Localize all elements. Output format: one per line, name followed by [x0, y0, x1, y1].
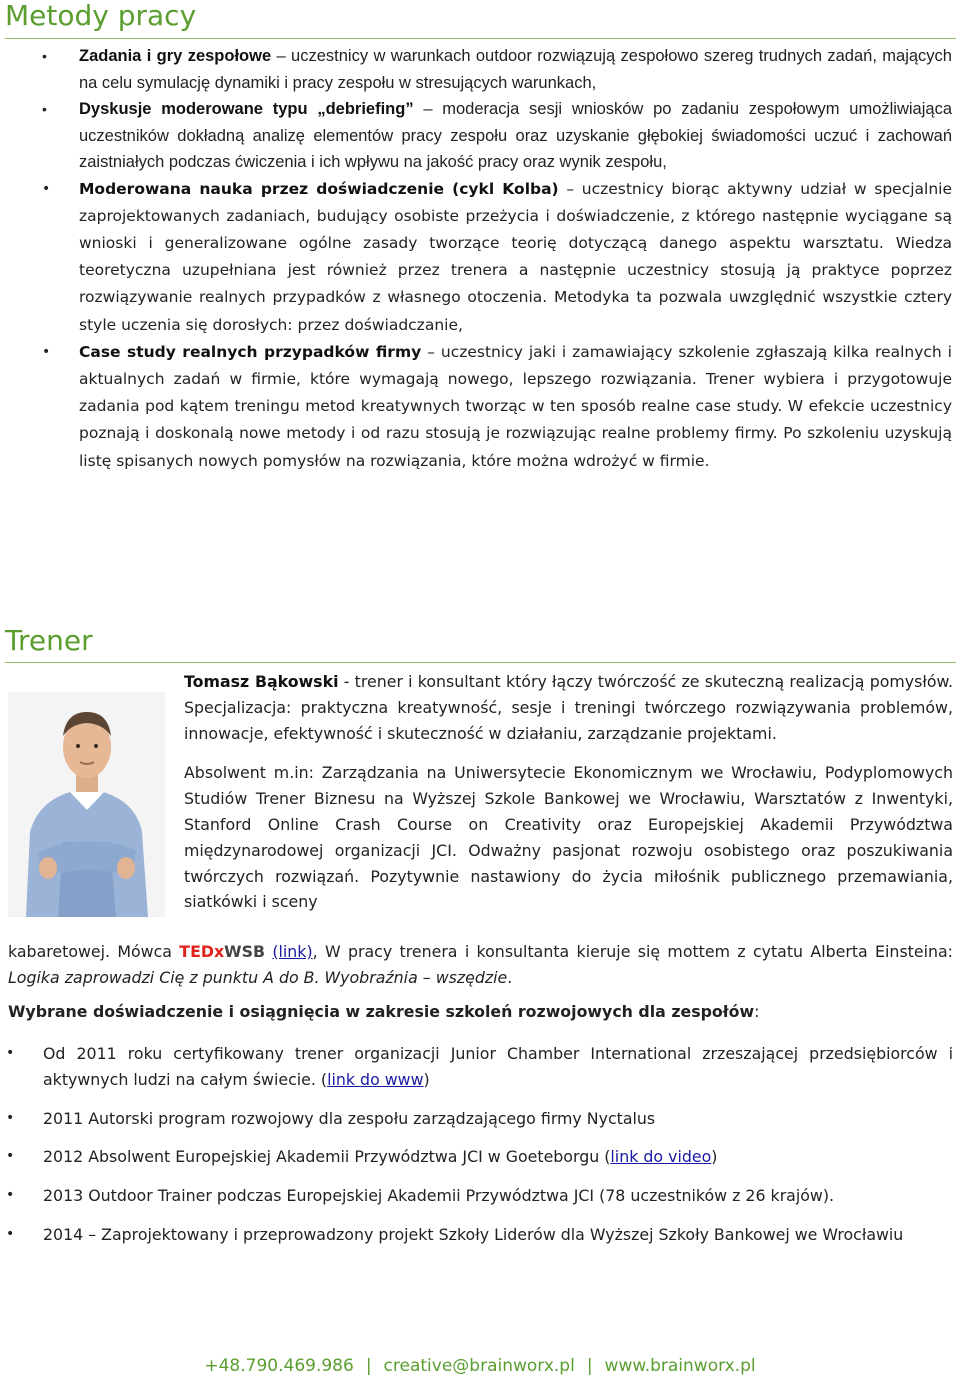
item-text: 2011 Autorski program rozwojowy dla zespołu zarządzającego firmy Nyctalus: [43, 1108, 656, 1128]
trainer-bio-continued: [8, 939, 953, 991]
list-item: [0, 339, 952, 475]
item-text: – uczestnicy jaki i zamawiający szkolenie zgłaszają kilka realnych i aktualnych zadań w firmie, które wymagają nowego, lepszego rozwiązania. Trener wybiera i przygotowuje zadania pod kątem treningu metod kreatywnych tworząc w ten sposób realne case study. W efekcie uczestnicy poznają i doskonalą nowe metody i od razu stosują je rozwiązując realne problemy firmy. Po szkoleniu uzyskują listę spisanych nowych pomysłów na rozwiązania, które można wdrożyć w firmie.: [79, 342, 952, 470]
trainer-intro: - trener i konsultant który łączy twórczość ze skuteczną realizacją pomysłów. Specjalizacja: praktyczna kreatywność, sesje i treningi twórczego rozwiązywania problemów, innowacje, efektywność i skuteczność w działaniu, zarządzanie projektami.: [184, 672, 953, 743]
achievements-title: [8, 1002, 759, 1021]
bullet-icon: •: [6, 1045, 15, 1061]
tedx-label: TEDx: [179, 942, 225, 961]
list-item: [0, 1222, 953, 1248]
trainer-divider: [5, 662, 956, 663]
footer-phone[interactable]: +48.790.469.986: [204, 1356, 354, 1376]
item-bold: Moderowana nauka przez doświadczenie (cykl Kolba): [79, 179, 559, 198]
item-text: – uczestnicy w warunkach outdoor rozwiązują zespołowo szereg trudnych zadań, mających na celu symulację dynamiki i pracy zespołu w stresujących warunkach,: [79, 47, 952, 92]
item-after: ): [423, 1069, 430, 1089]
list-item: [0, 176, 952, 339]
footer-separator: |: [586, 1356, 593, 1376]
bullet-icon: •: [6, 1225, 15, 1242]
item-text: – moderacja sesji wniosków po zadaniu zespołowym umożliwiająca uczestników dokładną analizę elementów pracy zespołu oraz uzyskanie głębokiej świadomości uczuć i zachowań zaistniałych podczas ćwiczenia i ich wpływu na jakość pracy oraz wynik zespołu,: [79, 100, 952, 171]
bullet-icon: •: [42, 101, 47, 117]
footer-separator: |: [365, 1356, 372, 1376]
trainer-photo: [8, 692, 165, 917]
methods-list: [0, 43, 952, 475]
item-text: – uczestnicy biorąc aktywny udział w specjalnie zaprojektowanych zadaniach, budujący osobiste przeżycia i doświadczenie, z którego następnie wyciągane są wnioski i generalizowane ogólne zasady tworzące teorię dotyczącą danego aspektu warsztatu. Wiedza teoretyczna uzupełniana jest również przez trenera a następnie uczestnicy stosują ją praktyce poprzez rozwiązywanie realnych przypadków z własnego otoczenia. Metodyka ta pozwala uwzględnić wszystkie cztery style uczenia się dorosłych: przez doświadczanie,: [79, 179, 952, 334]
item-bold: Zadania i gry zespołowe: [79, 47, 272, 65]
bullet-icon: •: [6, 1148, 15, 1165]
item-text: 2012 Absolwent Europejskiej Akademii Przywództwa JCI w Goeteborgu (: [43, 1147, 611, 1167]
bullet-icon: •: [42, 180, 51, 197]
trainer-name: Tomasz Bąkowski: [184, 672, 339, 691]
bullet-icon: •: [42, 48, 47, 64]
bullet-icon: •: [6, 1187, 15, 1204]
methods-title: Metody pracy: [5, 0, 197, 32]
video-link[interactable]: link do video: [610, 1147, 712, 1167]
footer-website[interactable]: www.brainworx.pl: [604, 1356, 756, 1376]
einstein-quote: Logika zaprowadzi Cię z punktu A do B. Wyobraźnia – wszędzie: [8, 967, 508, 987]
item-text: Od 2011 roku certyfikowany trener organizacji Junior Chamber International zrzeszającej przedsiębiorców i aktywnych ludzi na całym świecie. (: [43, 1044, 953, 1089]
trainer-bio: Absolwent m.in: Zarządzania na Uniwersytecie Ekonomicznym we Wrocławiu, Podyplomowych Studiów Trener Biznesu na Wyższej Szkole Bankowej we Wrocławiu, Warsztatów z Inwentyki, Stanford Online Crash Course on Creativity oraz Europejskiej Akademii Przywództwa międzynarodowej organizacji JCI. Odważny pasjonat rozwoju osobistego oraz poszukiwania twórczych rozwiązań. Pozytywnie nastawiony do życia miłośnik publicznego przemawiania, siatkówki i sceny: [184, 763, 953, 912]
tedx-link[interactable]: (link): [272, 942, 313, 961]
list-item: [0, 1183, 953, 1209]
item-bold: Dyskusje moderowane typu „debriefing”: [79, 100, 414, 118]
list-item: [0, 1144, 953, 1170]
bullet-icon: •: [42, 343, 51, 360]
item-after: ): [711, 1147, 718, 1167]
list-item: [0, 1041, 953, 1093]
item-text: 2013 Outdoor Trainer podczas Europejskiej Akademii Przywództwa JCI (78 uczestników z 26 krajów).: [43, 1186, 835, 1206]
footer-email[interactable]: creative@brainworx.pl: [383, 1356, 575, 1376]
list-item: [0, 96, 952, 176]
trainer-description: [184, 669, 953, 915]
bio-text: kabaretowej. Mówca: [8, 942, 180, 961]
wsb-label: WSB: [224, 942, 266, 961]
achievements-list: [0, 1041, 953, 1261]
bio-text: , W pracy trenera i konsultanta kieruje się mottem z cytatu Alberta Einsteina:: [312, 942, 953, 961]
achievements-title-text: Wybrane doświadczenie i osiągnięcia w zakresie szkoleń rozwojowych dla zespołów: [8, 1002, 755, 1021]
footer: [0, 1356, 960, 1376]
bullet-icon: •: [6, 1109, 15, 1126]
achievements-title-colon: :: [754, 1002, 760, 1021]
item-text: 2014 – Zaprojektowany i przeprowadzony projekt Szkoły Liderów dla Wyższej Szkoły Bankowej we Wrocławiu: [43, 1224, 904, 1244]
www-link[interactable]: link do www: [327, 1069, 424, 1089]
bio-end: .: [507, 967, 513, 987]
list-item: [0, 43, 952, 96]
item-bold: Case study realnych przypadków firmy: [79, 342, 422, 361]
list-item: [0, 1106, 953, 1132]
trainer-title: Trener: [5, 624, 93, 657]
methods-divider: [5, 38, 956, 39]
